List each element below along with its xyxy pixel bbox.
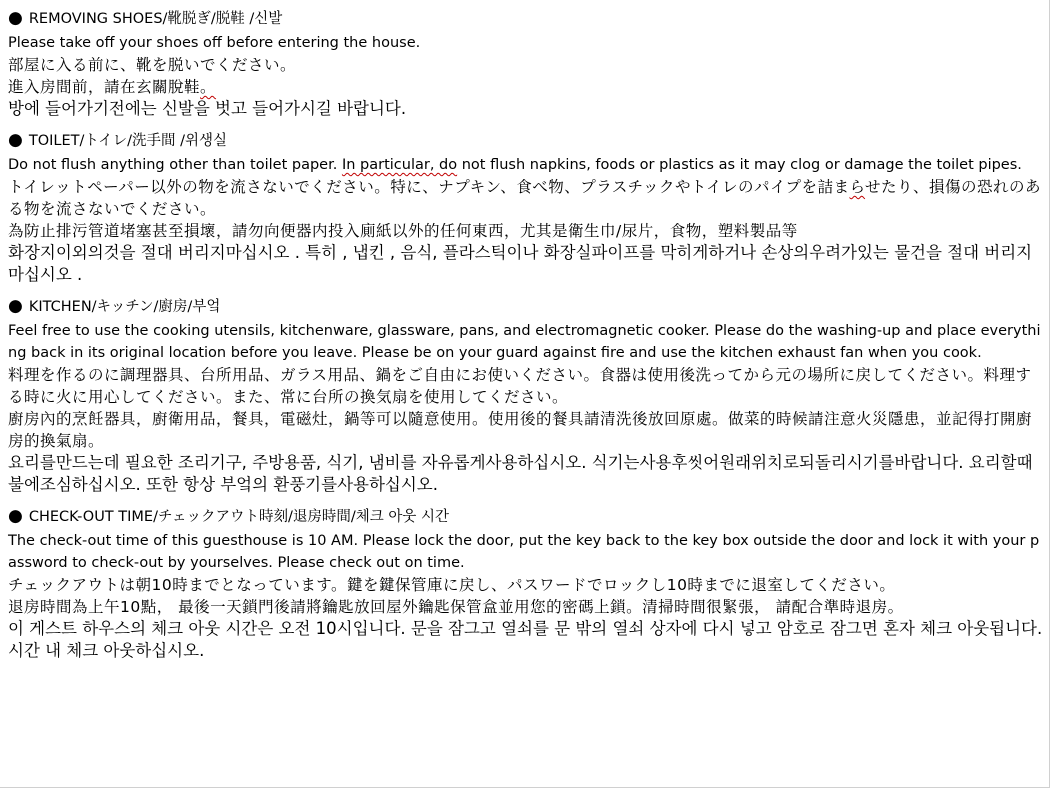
- japanese-text: [8, 176, 1043, 220]
- english-text: Feel free to use the cooking utensils, kitchenware, glassware, pans, and electromagnetic cooker. Please do the washing-up and place everything back in its original location before you leave. Please be on your guard against fire and use the kitchen exhaust fan when you cook.: [8, 323, 1041, 361]
- japanese-text: 部屋に入る前に、靴を脱いでください。: [8, 56, 297, 74]
- chinese-text: 為防止排污管道堵塞甚至損壞，請勿向便器内投入廁紙以外的任何東西，尤其是衛生巾/尿片，食物，塑料製品等: [8, 222, 798, 240]
- heading-text: KITCHEN/キッチン/廚房/부엌: [28, 299, 221, 315]
- section-check-out-time: [8, 504, 1043, 662]
- english-text-part: Do not flush anything other than toilet paper.: [8, 157, 342, 173]
- section-heading: [8, 6, 1043, 32]
- chinese-text: 廚房內的烹飪器具，廚衛用品，餐具，電磁灶，鍋等可以隨意使用。使用後的餐具請清洗後放回原處。做菜的時候請注意火災隱患，並記得打開廚房的換氣扇。: [8, 410, 1033, 450]
- section-kitchen: [8, 294, 1043, 496]
- chinese-text-main: 進入房間前，請在玄關脫鞋: [8, 78, 201, 96]
- spellcheck-underline: In particular, do: [341, 157, 458, 173]
- section-heading: [8, 128, 1043, 154]
- korean-text: 이 게스트 하우스의 체크 아웃 시간은 오전 10시입니다. 문을 잠그고 열쇠를 문 밖의 열쇠 상자에 다시 넣고 암호로 잠그면 혼자 체크 아웃됩니다. 시간 내 체크 아웃하십시오.: [8, 619, 1043, 660]
- chinese-text: [8, 76, 1043, 98]
- english-text: The check-out time of this guesthouse is 10 AM. Please lock the door, put the key back to the key box outside the door and lock it with your password to check-out by yourselves. Please check out on time.: [8, 533, 1040, 571]
- heading-text: REMOVING SHOES/靴脱ぎ/脱鞋 /신발: [28, 11, 283, 27]
- section-removing-shoes: [8, 6, 1043, 120]
- heading-text: TOILET/トイレ/洗手間 /위생실: [28, 133, 228, 149]
- section-toilet: [8, 128, 1043, 286]
- spellcheck-underline: 。: [200, 78, 217, 96]
- english-text: Please take off your shoes off before entering the house.: [8, 35, 421, 51]
- english-text: [8, 154, 1043, 176]
- korean-text: 화장지이외의것을 절대 버리지마십시오 . 특히 , 냅킨 , 음식, 플라스틱이나 화장실파이프를 막히게하거나 손상의우려가있는 물건을 절대 버리지 마십시오 .: [8, 243, 1033, 284]
- english-text-part: not flush napkins, foods or plastics as it may clog or damage the toilet pipes.: [457, 157, 1022, 173]
- japanese-text-part: トイレットペーパー以外の物を流さないでください。特に、ナプキン、食べ物、プラスチックやトイレのパイプを詰ま: [8, 178, 850, 196]
- japanese-text-part: せたり、損傷の恐れのある物を流さないでください。: [8, 178, 1042, 218]
- section-heading: [8, 504, 1043, 530]
- heading-text: CHECK-OUT TIME/チェックアウト時刻/退房時間/체크 아웃 시간: [28, 509, 450, 525]
- japanese-text: 料理を作るのに調理器具、台所用品、ガラス用品、鍋をご自由にお使いください。食器は使用後洗ってから元の場所に戻してください。料理する時に火に用心してください。また、常に台所の換気扇を使用してください。: [8, 366, 1032, 406]
- section-heading: [8, 294, 1043, 320]
- bullet-icon: ●: [8, 296, 23, 316]
- bullet-icon: ●: [8, 506, 23, 526]
- spellcheck-underline: ら: [849, 178, 866, 196]
- bullet-icon: ●: [8, 8, 23, 28]
- korean-text: 방에 들어가기전에는 신발을 벗고 들어가시길 바랍니다.: [8, 99, 407, 118]
- japanese-text: チェックアウトは朝10時までとなっています。鍵を鍵保管庫に戻し、パスワードでロックし10時までに退室してください。: [8, 576, 896, 594]
- chinese-text: 退房時間為上午10點， 最後一天鎖門後請將鑰匙放回屋外鑰匙保管盒並用您的密碼上鎖。清掃時間很緊張， 請配合準時退房。: [8, 598, 904, 616]
- bullet-icon: ●: [8, 130, 23, 150]
- korean-text: 요리를만드는데 필요한 조리기구, 주방용품, 식기, 냄비를 자유롭게사용하십시오. 식기는사용후씻어원래위치로되돌리시기를바랍니다. 요리할때불에조심하십시오. 또한 항상 부엌의 환풍기를사용하십시오.: [8, 453, 1033, 494]
